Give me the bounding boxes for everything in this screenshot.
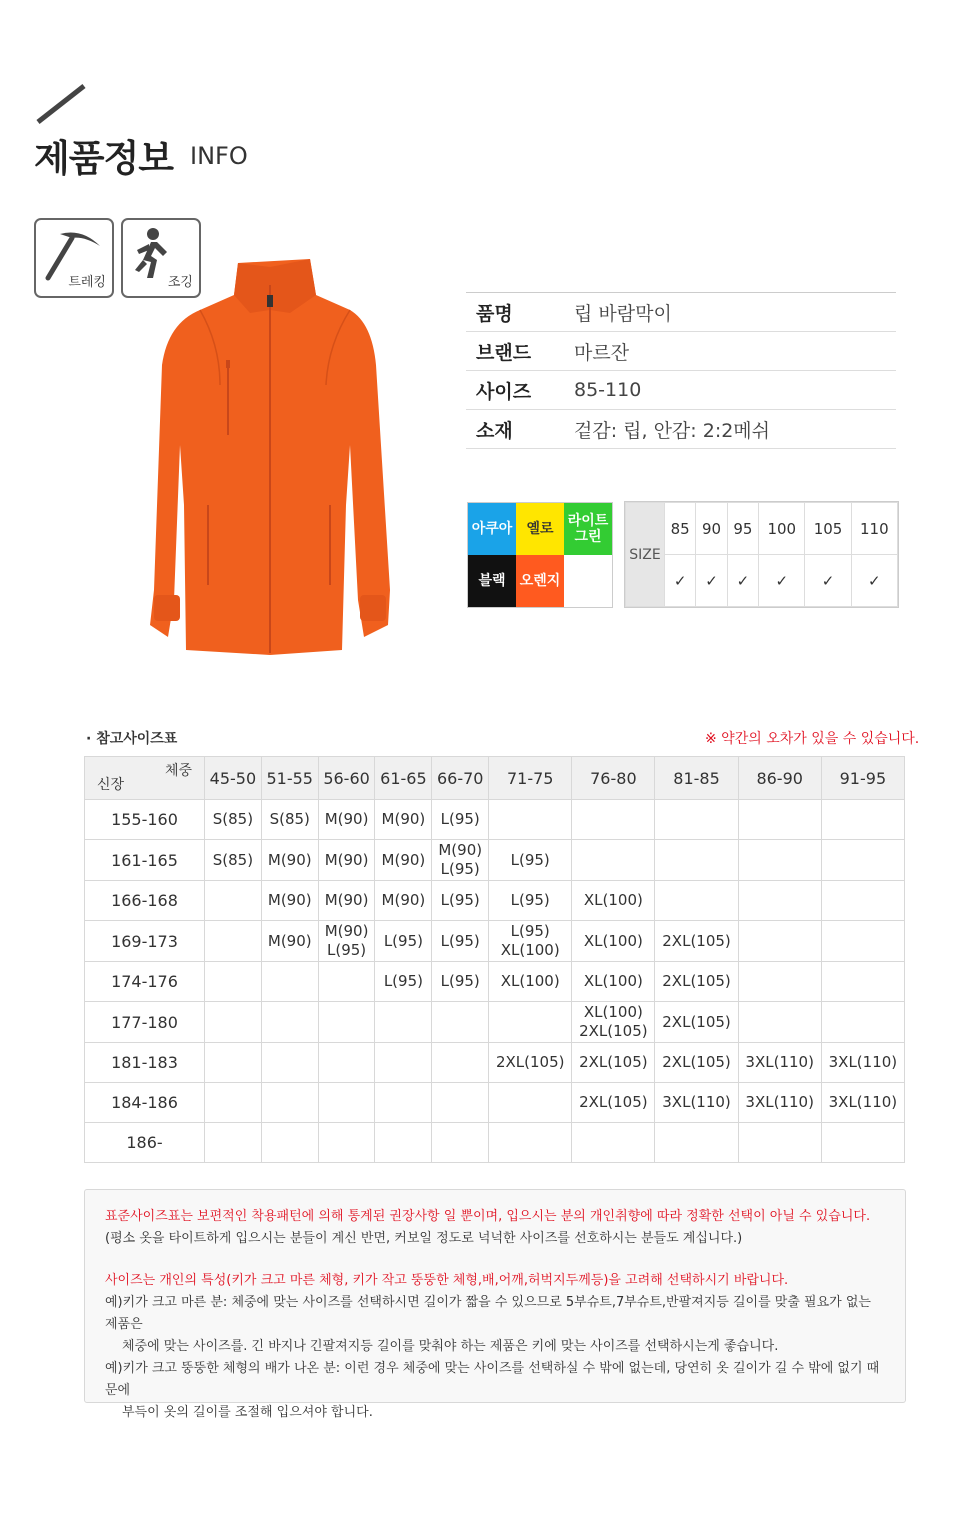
size-cell bbox=[375, 1043, 432, 1083]
size-cell bbox=[205, 1043, 262, 1083]
height-header: 181-183 bbox=[85, 1043, 205, 1083]
info-row-brand bbox=[466, 332, 896, 371]
color-swatch: 라이트 그린 bbox=[564, 503, 612, 555]
size-cell: M(90) bbox=[375, 800, 432, 840]
size-cell bbox=[821, 800, 904, 840]
size-cell: 2XL(105) bbox=[655, 1043, 738, 1083]
height-header: 155-160 bbox=[85, 800, 205, 840]
size-cell bbox=[489, 1123, 572, 1163]
note-line: 체중에 맞는 사이즈를. 긴 바지나 긴팔져지등 길이를 맞춰야 하는 제품은 키에 맞는 사이즈를 선택하시는게 좋습니다. bbox=[122, 1339, 779, 1354]
size-cell bbox=[489, 1002, 572, 1043]
size-cell: M(90) bbox=[375, 840, 432, 881]
size-chart-note: ※ 약간의 오차가 있을 수 있습니다. bbox=[705, 731, 920, 747]
weight-header: 86-90 bbox=[738, 757, 821, 800]
size-cell bbox=[318, 1043, 375, 1083]
size-cell bbox=[655, 1123, 738, 1163]
page-title: 제품정보 bbox=[34, 137, 173, 180]
size-cell: M(90) bbox=[318, 840, 375, 881]
size-cell bbox=[432, 1083, 489, 1123]
size-cell bbox=[205, 921, 262, 962]
size-cell: 2XL(105) bbox=[655, 962, 738, 1002]
size-cell bbox=[572, 840, 655, 881]
weight-header: 56-60 bbox=[318, 757, 375, 800]
size-available-check: ✓ bbox=[696, 555, 727, 607]
size-cell: XL(100) bbox=[489, 962, 572, 1002]
size-cell bbox=[205, 1083, 262, 1123]
note-line: (평소 옷을 타이트하게 입으시는 분들이 계신 반면, 커보일 정도로 넉넉한 사이즈를 선호하시는 분들도 계십니다.) bbox=[105, 1231, 743, 1246]
size-option: 90 bbox=[696, 503, 727, 555]
size-cell bbox=[261, 1083, 318, 1123]
size-cell bbox=[432, 1123, 489, 1163]
size-cell: 2XL(105) bbox=[572, 1083, 655, 1123]
size-cell bbox=[655, 800, 738, 840]
info-key: 소재 bbox=[476, 419, 513, 442]
size-availability-table bbox=[624, 501, 899, 608]
size-cell bbox=[375, 1002, 432, 1043]
size-chart-table bbox=[84, 756, 905, 1163]
size-cell: 3XL(110) bbox=[738, 1043, 821, 1083]
size-cell bbox=[261, 1002, 318, 1043]
size-cell bbox=[489, 1083, 572, 1123]
size-cell bbox=[738, 1002, 821, 1043]
size-cell: L(95) XL(100) bbox=[489, 921, 572, 962]
size-cell bbox=[572, 800, 655, 840]
size-cell: 3XL(110) bbox=[655, 1083, 738, 1123]
size-cell bbox=[821, 921, 904, 962]
size-cell: 2XL(105) bbox=[655, 1002, 738, 1043]
note-line: 부득이 옷의 길이를 조절해 입으셔야 합니다. bbox=[122, 1405, 373, 1420]
size-cell bbox=[318, 1083, 375, 1123]
product-image-jacket bbox=[150, 255, 390, 660]
size-cell bbox=[821, 1002, 904, 1043]
table-row bbox=[85, 921, 905, 962]
size-cell bbox=[821, 881, 904, 921]
size-cell bbox=[738, 881, 821, 921]
size-cell: S(85) bbox=[205, 840, 262, 881]
height-header: 186- bbox=[85, 1123, 205, 1163]
size-cell: M(90) bbox=[318, 800, 375, 840]
size-cell: L(95) bbox=[489, 840, 572, 881]
size-cell bbox=[821, 840, 904, 881]
size-cell bbox=[655, 881, 738, 921]
size-cell: 3XL(110) bbox=[738, 1083, 821, 1123]
info-key: 브랜드 bbox=[476, 341, 532, 364]
color-swatch: 아쿠아 bbox=[468, 503, 516, 555]
size-cell bbox=[205, 962, 262, 1002]
table-row bbox=[85, 840, 905, 881]
size-cell: M(90) L(95) bbox=[318, 921, 375, 962]
size-cell bbox=[205, 1002, 262, 1043]
size-cell bbox=[738, 921, 821, 962]
size-available-check: ✓ bbox=[727, 555, 758, 607]
weight-header: 91-95 bbox=[821, 757, 904, 800]
info-row-name bbox=[466, 293, 896, 332]
size-cell bbox=[318, 1123, 375, 1163]
size-available-check: ✓ bbox=[759, 555, 805, 607]
size-cell: XL(100) bbox=[572, 921, 655, 962]
note-line: 사이즈는 개인의 특성(키가 크고 마른 체형, 키가 작고 뚱뚱한 체형,배,어깨,허벅지두께등)을 고려해 선택하시기 바랍니다. bbox=[105, 1273, 789, 1288]
table-row bbox=[85, 962, 905, 1002]
product-info-table bbox=[466, 292, 896, 449]
size-available-check: ✓ bbox=[805, 555, 851, 607]
size-cell: 2XL(105) bbox=[572, 1043, 655, 1083]
size-option: 85 bbox=[665, 503, 696, 555]
size-cell bbox=[738, 962, 821, 1002]
weight-header: 61-65 bbox=[375, 757, 432, 800]
weight-header: 66-70 bbox=[432, 757, 489, 800]
color-swatch: 오렌지 bbox=[516, 555, 564, 607]
size-cell: L(95) bbox=[375, 921, 432, 962]
page-subtitle: INFO bbox=[190, 142, 248, 170]
height-header: 184-186 bbox=[85, 1083, 205, 1123]
size-cell bbox=[821, 962, 904, 1002]
size-cell bbox=[738, 1123, 821, 1163]
size-cell: M(90) bbox=[261, 840, 318, 881]
info-value: 겉감: 립, 안감: 2:2메쉬 bbox=[574, 419, 771, 442]
size-cell: S(85) bbox=[261, 800, 318, 840]
size-chart-title: · 참고사이즈표 bbox=[86, 731, 178, 747]
weight-header: 45-50 bbox=[205, 757, 262, 800]
size-cell bbox=[432, 1002, 489, 1043]
corner-weight-label: 체중 bbox=[164, 763, 192, 779]
size-option: 110 bbox=[851, 503, 897, 555]
size-cell bbox=[318, 1002, 375, 1043]
size-cell bbox=[205, 1123, 262, 1163]
size-cell: 2XL(105) bbox=[489, 1043, 572, 1083]
info-value: 립 바람막이 bbox=[574, 302, 672, 325]
size-cell: M(90) bbox=[261, 921, 318, 962]
color-swatch bbox=[564, 555, 612, 607]
size-cell bbox=[655, 840, 738, 881]
info-row-size bbox=[466, 371, 896, 410]
size-cell bbox=[261, 1123, 318, 1163]
height-header: 161-165 bbox=[85, 840, 205, 881]
size-cell bbox=[738, 800, 821, 840]
size-cell: L(95) bbox=[375, 962, 432, 1002]
size-cell: M(90) bbox=[318, 881, 375, 921]
info-row-material bbox=[466, 410, 896, 449]
table-row bbox=[85, 1002, 905, 1043]
height-header: 174-176 bbox=[85, 962, 205, 1002]
size-cell: L(95) bbox=[432, 800, 489, 840]
size-cell: 3XL(110) bbox=[821, 1043, 904, 1083]
size-option: 105 bbox=[805, 503, 851, 555]
size-cell bbox=[375, 1123, 432, 1163]
size-cell: S(85) bbox=[205, 800, 262, 840]
height-header: 166-168 bbox=[85, 881, 205, 921]
color-swatch: 옐로 bbox=[516, 503, 564, 555]
size-cell: 3XL(110) bbox=[821, 1083, 904, 1123]
size-cell bbox=[572, 1123, 655, 1163]
weight-header: 76-80 bbox=[572, 757, 655, 800]
table-row bbox=[85, 881, 905, 921]
table-row bbox=[85, 800, 905, 840]
note-line: 예)키가 크고 마른 분: 체중에 맞는 사이즈를 선택하시면 길이가 짧을 수 있으므로 5부슈트,7부슈트,반팔져지등 길이를 맞출 필요가 없는 제품은 bbox=[105, 1295, 871, 1332]
height-header: 169-173 bbox=[85, 921, 205, 962]
weight-header: 81-85 bbox=[655, 757, 738, 800]
size-available-check: ✓ bbox=[851, 555, 897, 607]
chart-corner-cell bbox=[85, 757, 205, 800]
size-cell: M(90) L(95) bbox=[432, 840, 489, 881]
size-notes-box bbox=[84, 1189, 906, 1420]
note-line: 표준사이즈표는 보편적인 착용패턴에 의해 통계된 권장사항 일 뿐이며, 입으시는 분의 개인취향에 따라 정확한 선택이 아닐 수 있습니다. bbox=[105, 1209, 871, 1224]
size-cell bbox=[432, 1043, 489, 1083]
size-cell bbox=[738, 840, 821, 881]
size-cell: L(95) bbox=[489, 881, 572, 921]
size-cell bbox=[821, 1123, 904, 1163]
header-slash-decoration bbox=[36, 84, 86, 124]
table-row bbox=[85, 1043, 905, 1083]
size-cell: L(95) bbox=[432, 962, 489, 1002]
size-cell bbox=[375, 1083, 432, 1123]
size-cell bbox=[261, 962, 318, 1002]
weight-header: 71-75 bbox=[489, 757, 572, 800]
size-cell: M(90) bbox=[375, 881, 432, 921]
size-cell: XL(100) bbox=[572, 881, 655, 921]
height-header: 177-180 bbox=[85, 1002, 205, 1043]
info-value: 85-110 bbox=[574, 379, 642, 401]
size-cell bbox=[318, 962, 375, 1002]
info-key: 품명 bbox=[476, 302, 513, 325]
activity-label: 조깅 bbox=[167, 275, 193, 290]
size-cell: 2XL(105) bbox=[655, 921, 738, 962]
size-available-check: ✓ bbox=[665, 555, 696, 607]
size-cell: M(90) bbox=[261, 881, 318, 921]
corner-height-label: 신장 bbox=[97, 777, 125, 793]
table-row bbox=[85, 1123, 905, 1163]
size-cell: L(95) bbox=[432, 881, 489, 921]
size-option: 95 bbox=[727, 503, 758, 555]
note-line: 예)키가 크고 뚱뚱한 체형의 배가 나온 분: 이런 경우 체중에 맞는 사이즈를 선택하실 수 밖에 없는데, 당연히 옷 길이가 길 수 밖에 없기 때문에 bbox=[105, 1361, 880, 1398]
color-options bbox=[467, 502, 613, 608]
info-key: 사이즈 bbox=[476, 380, 532, 403]
size-label: SIZE bbox=[626, 503, 665, 607]
size-option: 100 bbox=[759, 503, 805, 555]
size-cell: XL(100) 2XL(105) bbox=[572, 1002, 655, 1043]
size-cell bbox=[489, 800, 572, 840]
size-cell: XL(100) bbox=[572, 962, 655, 1002]
size-cell: L(95) bbox=[432, 921, 489, 962]
activity-trekking bbox=[34, 218, 114, 298]
info-value: 마르잔 bbox=[574, 341, 630, 364]
size-cell bbox=[205, 881, 262, 921]
size-cell bbox=[261, 1043, 318, 1083]
table-row bbox=[85, 1083, 905, 1123]
activity-label: 트레킹 bbox=[68, 275, 106, 290]
weight-header: 51-55 bbox=[261, 757, 318, 800]
color-swatch: 블랙 bbox=[468, 555, 516, 607]
